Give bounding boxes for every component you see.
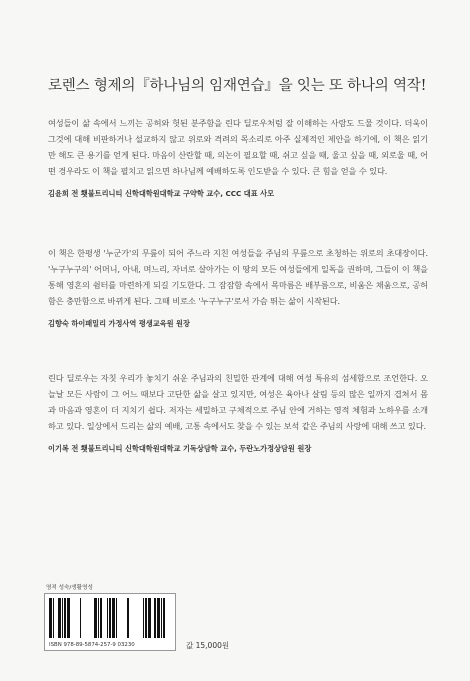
headline: 로렌스 형제의『하나님의 임재연습』을 잇는 또 하나의 역작! bbox=[48, 78, 427, 94]
endorsement-3 bbox=[48, 370, 428, 454]
endorsement-text: 이 책은 한평생 '누군가'의 무릎이 되어 주느라 지친 여성들을 주님의 무릎으로 초청하는 위로의 초대장이다. '누구누구의' 어머니, 아내, 며느리, 자녀로 살아가는 이 땅의 모든 여성들에게 일독을 권하며, 그들이 이 책을 통해 영혼의 쉼터를 마련하게 되길 기도한다. 그 잠잠함 속에서 목마름은 배부름으로, 비움은 채움으로, 공허함은 충만함으로 바뀌게 된다. 그때 비로소 '누구누구'로서 가슴 뛰는 삶이 시작된다. bbox=[48, 248, 428, 306]
endorser-name: 김향숙 하이패밀리 가정사역 평생교육원 원장 bbox=[48, 319, 190, 328]
category-label: 영적 성숙/생활영성 bbox=[46, 585, 93, 591]
endorsement-2 bbox=[48, 245, 428, 329]
barcode-bars-icon bbox=[49, 598, 171, 638]
endorsement-text: 여성들이 삶 속에서 느끼는 공허와 헛된 분주함을 린다 딜로우처럼 잘 이해하는 사람도 드물 것이다. 더욱이 그것에 대해 비판하거나 설교하지 않고 위로와 격려의 목소리로 아주 실제적인 제안을 하기에, 이 책은 읽기만 해도 큰 용기를 얻게 된다. 마음이 산란할 때, 의논이 필요할 때, 쉬고 싶을 때, 울고 싶을 때, 외로울 때, 어떤 경우라도 이 책을 펼치고 읽으면 하나님께 예배하도록 인도받을 수 있다. 큰 힘을 얻을 수 있다. bbox=[48, 118, 428, 176]
price: 값 15,000원 bbox=[186, 641, 230, 650]
endorsement-text: 린다 딜로우는 자칫 우리가 놓치기 쉬운 주님과의 친밀한 관계에 대해 여성 특유의 섬세함으로 조언한다. 오늘날 모든 사람이 그 어느 때보다 고단한 삶을 살고 있지만, 여성은 육아나 살림 등의 많은 일까지 겹쳐서 몸과 마음과 영혼이 더 지치기 쉽다. 저자는 세밀하고 구체적으로 주님 안에 거하는 영적 체험과 노하우를 소개하고 있다. 일상에서 드리는 삶의 예배, 고통 속에서도 찾을 수 있는 보석 같은 주님의 사랑에 대해 쓰고 있다. bbox=[48, 373, 428, 431]
endorsement-1 bbox=[48, 115, 428, 199]
barcode-area bbox=[44, 583, 176, 651]
barcode bbox=[44, 593, 176, 651]
isbn-number: ISBN 978-89-5874-257-9 03230 bbox=[49, 642, 135, 648]
endorser-name: 김윤희 전 횃불트리니티 신학대학원대학교 구약학 교수, CCC 대표 사모 bbox=[48, 189, 275, 198]
endorser-name: 이기복 전 횃불트리니티 신학대학원대학교 기독상담학 교수, 두란노가정상담원 원장 bbox=[48, 444, 312, 453]
